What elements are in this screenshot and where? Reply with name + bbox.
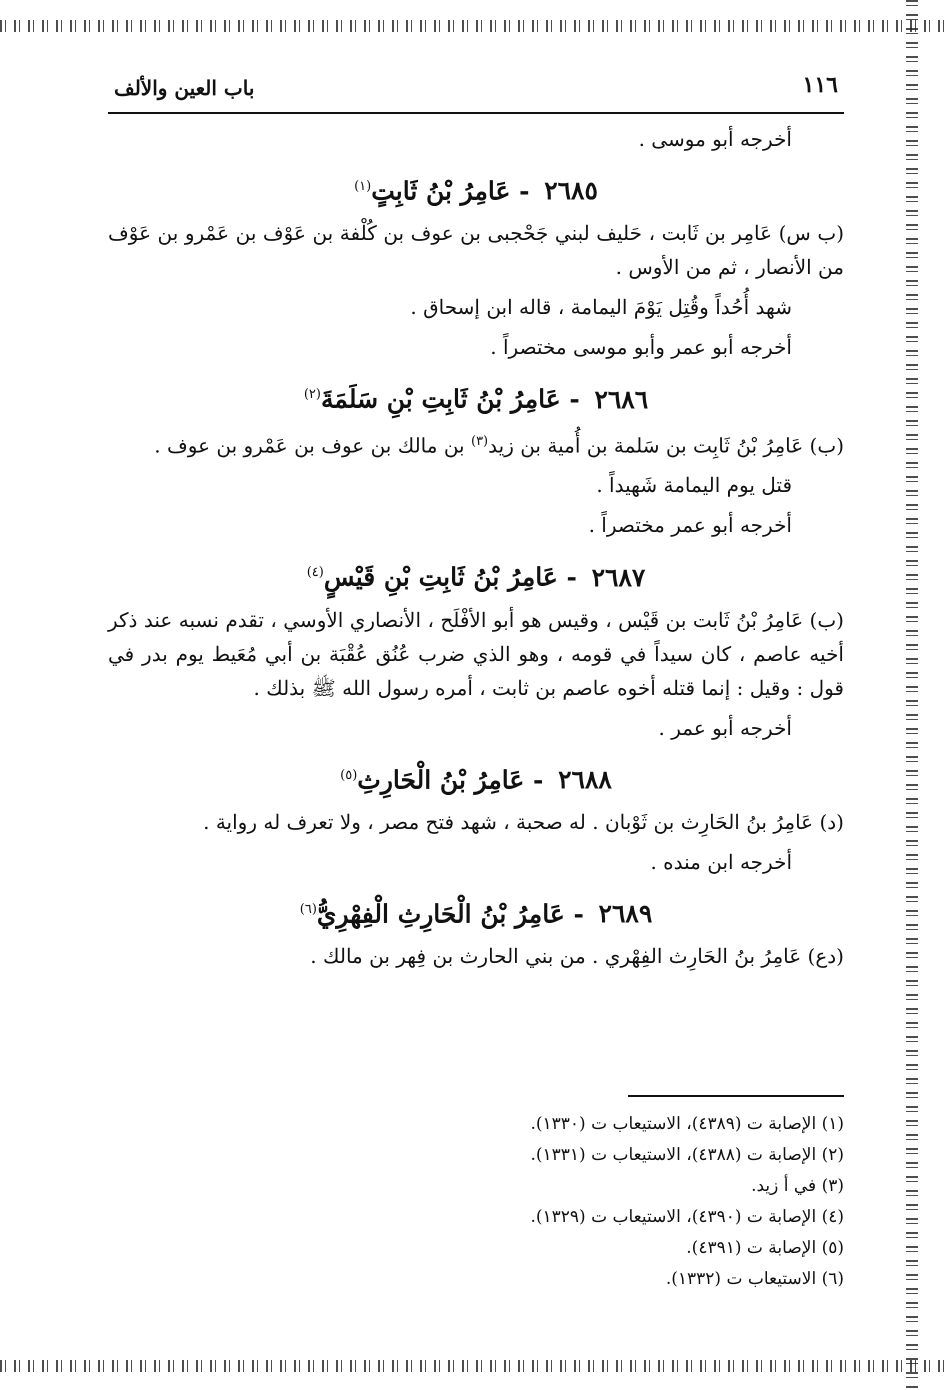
entry-paragraph — [108, 425, 844, 463]
entry-title: ٢٦٨٨ - عَامِرُ بْنُ الْحَارِثِ$^{(٥)}$ — [340, 764, 612, 794]
entry-paragraph: (د) عَامِرُ بنُ الحَارِث بن ثَوْبان . له صحبة ، شهد فتح مصر ، ولا تعرف له رواية . — [203, 809, 844, 834]
entry-line: أخرجه ابن منده . — [650, 849, 792, 874]
page-number: ١١٦ — [802, 72, 838, 98]
entry-title: ٢٦٨٦ - عَامِرُ بْنُ ثَابِتِ بْنِ سَلَمَةَ$^{(٢)}$ — [303, 384, 649, 414]
footnotes — [108, 1095, 844, 1295]
footnote-item: (٣) في أ زيد. — [751, 1176, 844, 1196]
entry-name: عَامِرُ بْنُ ثَابِتِ بْنِ قَيْسٍ — [323, 562, 558, 592]
entry-paragraph: (ب) عَامِرُ بْنُ ثَابت بن قَيْس ، وقيس هو أبو الأفْلَح ، الأنصاري الأوسي ، تقدم نسبه عند ذكر أخيه عاصم ، كان سيداً في قومه ، وهو الذي ضرب عُنُق عُقْبَة بن أبي مُعَيط يوم بدر في قول : وقيل : إنما قتله أخوه عاصم بن ثابت ، أمره رسول الله ﷺ بذلك . — [108, 607, 844, 700]
footnote-mark: (٤) — [306, 565, 324, 581]
footnote-item: (٥) الإصابة ت (٤٣٩١). — [686, 1238, 844, 1258]
footnote-mark: (٥) — [340, 767, 358, 783]
entry-title: ٢٦٨٥ - عَامِرُ بْنُ ثَابِتٍ$^{(١)}$ — [354, 176, 598, 206]
entry-title: ٢٦٨٩ - عَامِرُ بْنُ الْحَارِثِ الْفِهْرِيُّ$^{(٦)}$ — [299, 899, 653, 929]
entry-number: ٢٦٨٥ — [544, 176, 598, 206]
entry-number: ٢٦٨٨ — [558, 764, 612, 794]
footnote-mark: (٦) — [299, 901, 317, 917]
entry-name: عَامِرُ بْنُ الْحَارِثِ — [357, 764, 525, 794]
entry-name: عَامِرُ بْنُ ثَابِتٍ — [371, 176, 511, 206]
entry-line: شهد أُحُداً وقُتِل يَوْمَ اليمامة ، قاله ابن إسحاق . — [410, 295, 792, 320]
footnote-item: (٦) الاستيعاب ت (١٣٣٢). — [665, 1269, 844, 1289]
entry-line: قتل يوم اليمامة شَهيداً . — [596, 473, 792, 498]
footnote-item: (١) الإصابة ت (٤٣٨٩)، الاستيعاب ت (١٣٣٠). — [530, 1114, 844, 1134]
entry-line: أخرجه أبو عمر مختصراً . — [588, 513, 792, 538]
footnote-list — [108, 1095, 844, 1295]
entry-name: عَامِرُ بْنُ ثَابِتِ بْنِ سَلَمَةَ — [320, 384, 561, 414]
entry-paragraph-start: (ب) عَامِرُ بْنُ ثَابِت بن سَلمة بن أُمية بن زيد — [488, 433, 844, 458]
entry-number: ٢٦٨٦ — [594, 384, 649, 414]
intro-line: أخرجه أبو موسى . — [638, 127, 792, 151]
footnote-mark: (٢) — [303, 387, 321, 403]
footnote-item: (٤) الإصابة ت (٤٣٩٠)، الاستيعاب ت (١٣٢٩). — [530, 1207, 844, 1227]
decorative-border-bottom — [0, 1360, 948, 1372]
footnote-mark: (١) — [354, 179, 372, 194]
entry-paragraph-end: بن مالك بن عوف بن عَمْرو بن عوف . — [154, 433, 471, 458]
running-title: باب العين والألف — [114, 76, 255, 100]
main-text — [108, 122, 844, 979]
page-header — [108, 68, 844, 114]
entry-paragraph: (دع) عَامِرُ بنُ الحَارِث الفِهْري . من بني الحارث بن فِهر بن مالك . — [310, 944, 844, 969]
footnote-item: (٢) الإصابة ت (٤٣٨٨)، الاستيعاب ت (١٣٣١). — [530, 1145, 844, 1165]
entry-line: أخرجه أبو عمر وأبو موسى مختصراً . — [490, 335, 792, 360]
footnote-divider — [628, 1095, 844, 1097]
footnote-mark: (٣) — [470, 433, 489, 449]
decorative-border-right — [906, 0, 918, 1390]
entry-name: عَامِرُ بْنُ الْحَارِثِ الْفِهْرِيُّ — [316, 899, 565, 929]
entry-number: ٢٦٨٩ — [598, 899, 653, 929]
entry-number: ٢٦٨٧ — [591, 562, 646, 592]
entry-line: أخرجه أبو عمر . — [658, 715, 792, 740]
decorative-border-top — [0, 20, 948, 32]
entry-paragraph: (ب س) عَامِر بن ثَابت ، حَليف لبني جَحْجبى بن عوف بن كُلْفة بن عَوْف بن عَمْرو بن عَوْف من الأنصار ، ثم من الأوس . — [108, 221, 844, 280]
entry-title: ٢٦٨٧ - عَامِرُ بْنُ ثَابِتِ بْنِ قَيْسٍ$^{(٤)}$ — [306, 562, 646, 592]
